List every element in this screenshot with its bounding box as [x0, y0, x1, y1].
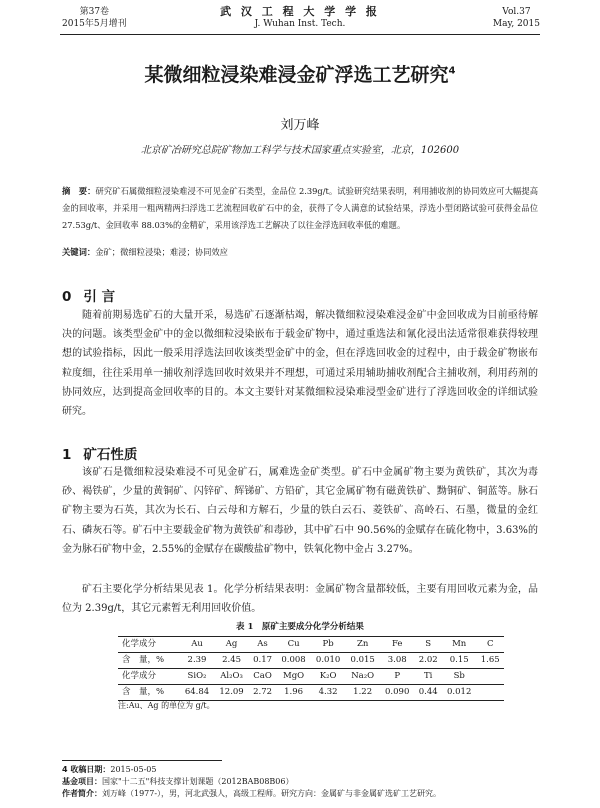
table-cell: Ag [214, 637, 249, 653]
footnote-text: 2015-05-05 [110, 765, 157, 774]
author-affiliation: 北京矿冶研究总院矿物加工科学与技术国家重点实验室，北京，102600 [140, 145, 460, 156]
table-cell: Mn [442, 637, 477, 653]
section-title: 矿石性质 [83, 447, 138, 463]
article-title [0, 60, 600, 87]
footnote-fund [62, 776, 294, 787]
chemical-analysis-paragraph: 矿石主要化学分析结果见表 1。化学分析结果表明：金属矿物含量都较低，主要有用回收元素为金，品位为 2.39g/t，其它元素暂无利用回收价值。 [62, 584, 538, 615]
table-cell: 0.008 [281, 655, 306, 665]
table-row [118, 669, 504, 685]
table-cell: 0.17 [253, 655, 273, 665]
volume-en: Vol.37 [502, 7, 531, 17]
table-cell [476, 685, 504, 701]
abstract-text: 研究矿石属微细粒浸染难浸不可见金矿石类型，金品位 2.39g/t。试验研究结果表明，利用捕收剂的协同效应可大幅提高金的回收率，并采用一粗两精两扫浮选工艺流程回收矿石中的金，获得了令人满意的试验结果，浮选小型闭路试验可获得金品位 27.53g/t、金回收率 88.03%的金精矿，采用该浮选工艺解决了以往金浮选回收率低的难题。 [62, 186, 538, 230]
chemical-composition-table [118, 636, 504, 701]
volume-label: 第37卷 [79, 7, 110, 17]
table-cell: 2.02 [418, 655, 438, 665]
footnote-author [62, 788, 441, 799]
title-text: 某微细粒浸染难浸金矿浮选工艺研究 [144, 64, 449, 86]
header-rule [60, 34, 540, 35]
section-heading-intro [62, 285, 115, 305]
table-cell: 0.15 [449, 655, 469, 665]
journal-name-en: J. Wuhan Inst. Tech. [254, 19, 346, 29]
table-cell: As [249, 637, 276, 653]
section-heading-ore-properties [62, 443, 137, 463]
table-row [118, 653, 504, 669]
table-cell: K₂O [311, 669, 346, 685]
ore-properties-paragraph: 该矿石是微细粒浸染难浸不可见金矿石，属难选金矿类型。矿石中金属矿物主要为黄铁矿，其次为毒砂、褐铁矿，少量的黄铜矿、闪锌矿、辉锑矿、方铅矿，其它金属矿物有磁黄铁矿、黝铜矿、铜蓝等。脉石矿物主要为石英，其次为长石、白云母和方解石，少量的铁白云石、菱铁矿、高岭石、石墨，微量的金红石、磷灰石等。矿石中主要载金矿物为黄铁矿和毒砂，其中矿石中 90.56%的金赋存在硫化物中，3.63%的金为脉石矿物中金，2.55%的金赋存在碳酸盐矿物中，铁氧化物中金占 3.27%。 [62, 467, 538, 555]
table-cell: 1.65 [480, 655, 500, 665]
table-cell: Na₂O [345, 669, 380, 685]
footnote-text: 刘万峰（1977-），男，河北武强人，高级工程师。研究方向：金属矿与非金属矿选矿工艺研究。 [102, 789, 442, 798]
table-cell: 2.72 [249, 685, 276, 701]
table-cell: 0.090 [380, 685, 415, 701]
table-cell: 0.44 [414, 685, 441, 701]
table-cell: Ti [414, 669, 441, 685]
keywords-text: 金矿；微细粒浸染；难浸；协同效应 [95, 247, 228, 257]
abstract [62, 183, 538, 234]
intro-paragraph: 随着前期易选矿石的大量开采，易选矿石逐渐枯竭，解决微细粒浸染难浸金矿中金回收成为目前亟待解决的问题。该类型金矿中的金以微细粒浸染嵌布于载金矿物中，通过重选法和氰化浸出法适常很难获得较理想的试验指标，因此一般采用浮选法回收该类型金矿中的金，但在浮选回收金的过程中，由于载金矿物嵌布粒度细，往往采用单一捕收剂浮选回收时效果并不理想，可通过采用辅助捕收剂配合主捕收剂，利用药剂的协同效应，达到提高金回收率的目的。本文主要针对某微细粒浸染难浸型金矿进行了浮选回收金的详细试验研究。 [62, 310, 538, 418]
table-cell: Au [180, 637, 215, 653]
table-cell: Sb [442, 669, 477, 685]
table-row-label: 含 量，% [118, 685, 180, 701]
abstract-label: 摘 要： [62, 186, 96, 196]
footnote-text: 国家"十二五"科技支撑计划课题（2012BAB08B06） [102, 777, 294, 786]
table-cell: CaO [249, 669, 276, 685]
title-footnote-mark: 4 [448, 65, 456, 77]
footnote-label: 作者简介： [62, 789, 102, 798]
table-cell: 0.015 [350, 655, 375, 665]
keywords [62, 245, 538, 259]
issue-label: 2015年5月增刊 [62, 19, 127, 29]
table-cell: P [380, 669, 415, 685]
footnote-label: 4 收稿日期： [62, 765, 111, 774]
table-row [118, 685, 504, 701]
table-cell: 1.22 [345, 685, 380, 701]
table-cell: 0.010 [315, 655, 341, 665]
table-row-label: 化学成分 [118, 637, 180, 653]
table-cell: C [476, 637, 504, 653]
footnote-rule [62, 760, 222, 761]
table-cell [476, 669, 504, 685]
table-row-label: 化学成分 [118, 669, 180, 685]
table-row [118, 637, 504, 653]
running-header-right [493, 6, 540, 30]
author-name: 刘万峰 [280, 118, 320, 133]
table-cell: Pb [311, 637, 346, 653]
table-cell: Fe [380, 637, 415, 653]
table-caption: 表 1 原矿主要成分化学分析结果 [236, 622, 364, 632]
section-title: 引 言 [83, 289, 116, 305]
table-cell: 4.32 [311, 685, 346, 701]
table-cell: 1.96 [276, 685, 311, 701]
table-cell: Cu [276, 637, 311, 653]
section-number: 0 [62, 289, 72, 305]
table-cell: 64.84 [180, 685, 215, 701]
footnote-label: 基金项目： [62, 777, 102, 786]
footnote-received [62, 764, 156, 775]
table-note: 注:Au、Ag 的单位为 g/t。 [118, 701, 215, 710]
table-cell: Zn [345, 637, 380, 653]
table-cell: 0.012 [442, 685, 477, 701]
table-cell: 12.09 [214, 685, 249, 701]
table-cell: Al₂O₃ [214, 669, 249, 685]
table-cell: S [414, 637, 441, 653]
date-en: May, 2015 [492, 19, 540, 29]
journal-name-cn: 武 汉 工 程 大 学 学 报 [220, 5, 380, 18]
table-cell: SiO₂ [180, 669, 215, 685]
table-cell: 3.08 [387, 655, 407, 665]
table-cell: 2.45 [222, 655, 242, 665]
table-cell: 2.39 [187, 655, 207, 665]
table-cell: MgO [276, 669, 311, 685]
section-number: 1 [62, 447, 72, 463]
keywords-label: 关键词： [62, 247, 96, 257]
table-row-label: 含 量，% [122, 655, 165, 665]
